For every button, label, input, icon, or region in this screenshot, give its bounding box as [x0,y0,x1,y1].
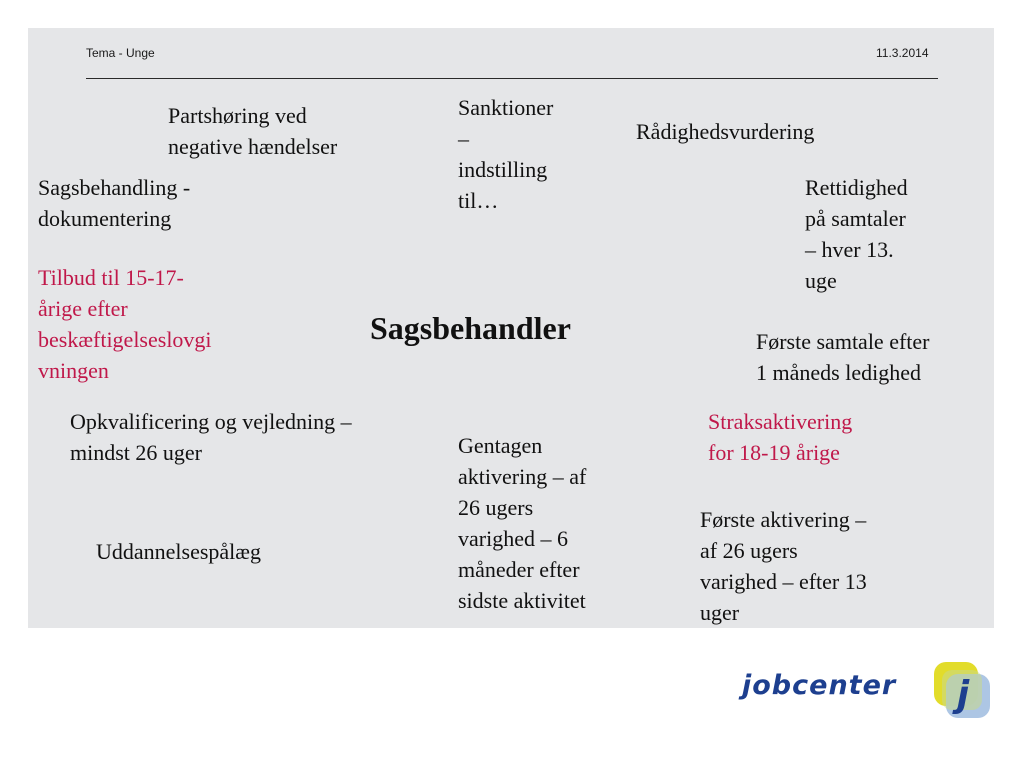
topic-rettidighed [805,172,908,296]
topic-line: måneder efter [458,557,580,582]
topic-line: mindst 26 uger [70,440,202,465]
logo-mark-letter: j [956,674,970,715]
topic-line: Rådighedsvurdering [636,119,815,144]
topic-line: vningen [38,358,109,383]
topic-line: indstilling [458,157,548,182]
topic-line: varighed – 6 [458,526,568,551]
topic-line: Opkvalificering og vejledning – [70,409,352,434]
topic-line: Uddannelsespålæg [96,539,261,564]
topic-line: – [458,126,469,151]
topic-line: varighed – efter 13 [700,569,867,594]
topic-line: sidste aktivitet [458,588,586,613]
topic-line: Partshøring ved [168,103,307,128]
topic-straksaktivering [708,406,852,468]
topic-line: uge [805,268,837,293]
header-date: 11.3.2014 [876,46,929,60]
topic-line: Første samtale efter [756,329,930,354]
jobcenter-logo-icon [932,660,994,722]
topic-foerste-samtale [756,326,930,388]
logo-wordmark: jobcenter [742,670,897,701]
topic-sanktioner [458,92,553,216]
topic-line: Sanktioner [458,95,554,120]
topic-line: årige efter [38,296,128,321]
topic-line: Rettidighed [805,175,908,200]
topic-line: Straksaktivering [708,409,853,434]
topic-line: negative hændelser [168,134,338,159]
topic-line: 26 ugers [458,495,534,520]
topic-uddannelsespaalaeg [96,536,261,567]
topic-foerste-aktivering [700,504,867,628]
topic-sagsbehandling [38,172,190,234]
topic-opkvalificering [70,406,352,468]
center-title: Sagsbehandler [370,310,571,346]
header-divider [86,78,938,79]
topic-line: dokumentering [38,206,172,231]
topic-line: på samtaler [805,206,906,231]
topic-partshoering [168,100,337,162]
topic-gentagen-aktivering [458,430,586,616]
topic-line: for 18-19 årige [708,440,840,465]
topic-line: til… [458,188,499,213]
topic-line: uger [700,600,740,625]
jobcenter-logo [742,660,998,724]
topic-line: Første aktivering – [700,507,867,532]
topic-line: 1 måneds ledighed [756,360,921,385]
topic-raadighedsvurdering [636,116,814,147]
topic-line: aktivering – af [458,464,587,489]
header-topic: Tema - Unge [86,46,155,60]
topic-line: – hver 13. [805,237,894,262]
topic-tilbud [38,262,212,386]
topic-line: Gentagen [458,433,543,458]
topic-line: Tilbud til 15-17- [38,265,184,290]
topic-line: beskæftigelseslovgi [38,327,212,352]
topic-line: af 26 ugers [700,538,798,563]
topic-line: Sagsbehandling - [38,175,191,200]
